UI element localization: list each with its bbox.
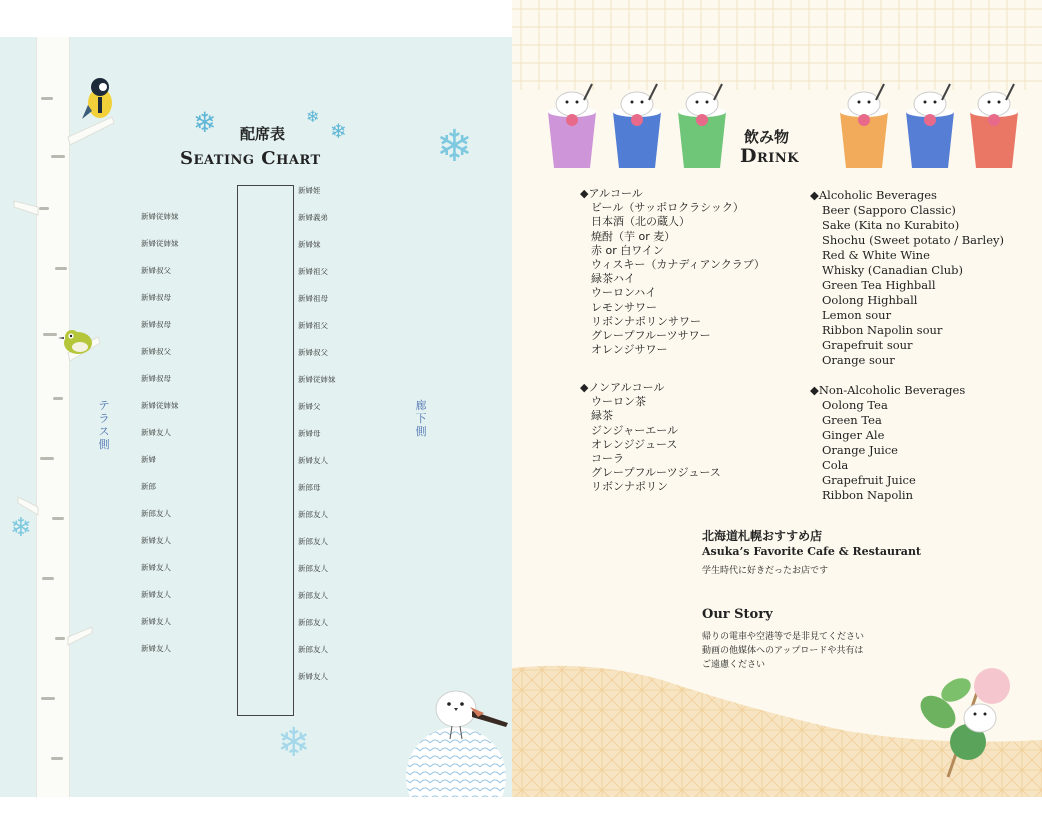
seat-label: 新郎友人: [298, 645, 328, 654]
drink-item: Ginger Ale: [822, 428, 885, 442]
seat-label: 新婦祖父: [298, 321, 328, 330]
story-line: ご遠慮ください: [702, 660, 766, 670]
seat-label: 新婦友人: [298, 672, 328, 681]
drink-item: グレープフルーツサワー: [591, 329, 711, 343]
top-pattern-decoration: [512, 0, 1042, 90]
seating-page: [0, 37, 512, 797]
seat-label: 新婦従姉妹: [298, 375, 336, 384]
snowflake-icon: ❄: [436, 121, 473, 172]
seat-label: 新婦叔母: [141, 374, 171, 383]
seat-label: 新郎友人: [298, 618, 328, 627]
drink-item: コーラ: [591, 452, 624, 466]
drink-item: Whisky (Canadian Club): [822, 263, 964, 277]
seat-label: 新婦義弟: [298, 213, 328, 222]
drink-cup-icon: [900, 82, 960, 172]
drink-cup-icon: [964, 82, 1024, 172]
drink-item: Lemon sour: [822, 308, 892, 322]
seat-label: 新郎友人: [298, 510, 328, 519]
seat-label: 新婦: [141, 455, 156, 464]
drink-item: Orange Juice: [822, 443, 898, 457]
drink-item: ウーロン茶: [591, 395, 646, 409]
seat-label: 新婦祖父: [298, 267, 328, 276]
drink-item: 日本酒（北の蔵人）: [591, 215, 690, 229]
drink-item: Cola: [822, 458, 849, 472]
drink-item: 緑茶ハイ: [591, 272, 635, 286]
drink-item: Grapefruit Juice: [822, 473, 916, 487]
drink-item: ウーロンハイ: [591, 286, 657, 300]
seat-label: 新婦叔母: [141, 320, 171, 329]
drink-cup-icon: [607, 82, 667, 172]
alcohol-en-heading: ◆Alcoholic Beverages: [810, 188, 937, 202]
drink-item: Beer (Sapporo Classic): [822, 203, 956, 217]
drink-item: オレンジサワー: [591, 343, 668, 357]
drink-cup-icon: [542, 82, 602, 172]
seat-label: 新婦叔父: [141, 347, 171, 356]
seat-label: 新婦祖母: [298, 294, 328, 303]
seat-label: 新婦友人: [141, 617, 171, 626]
drink-item: Ribbon Napolin: [822, 488, 914, 502]
drink-item: Oolong Tea: [822, 398, 888, 412]
story-title: Our Story: [702, 607, 773, 622]
drink-item: グレープフルーツジュース: [591, 466, 721, 480]
seating-title-en: Seating Chart: [180, 148, 321, 169]
drink-item: Shochu (Sweet potato / Barley): [822, 233, 1004, 247]
seat-label: 新婦友人: [141, 590, 171, 599]
great-tit-bird-illustration: [80, 75, 120, 125]
drink-title-en: Drink: [740, 145, 800, 167]
long-table: [237, 185, 294, 716]
long-tailed-tit-illustration: [400, 649, 512, 797]
nonalcohol-jp-list: [580, 381, 721, 495]
seat-label: 新婦友人: [141, 644, 171, 653]
seat-label: 新郎友人: [298, 564, 328, 573]
dango-bird-illustration: [908, 662, 1018, 782]
story-line: 帰りの電車や空港等で是非見てください: [702, 632, 865, 642]
seat-label: 新婦従姉妹: [141, 239, 179, 248]
drink-item: Ribbon Napolin sour: [822, 323, 943, 337]
recommend-title-jp: 北海道札幌おすすめ店: [702, 529, 823, 543]
nonalcohol-en-heading: ◆Non-Alcoholic Beverages: [810, 383, 966, 397]
seat-label: 新婦姪: [298, 186, 321, 195]
recommend-note: 学生時代に好きだったお店です: [702, 566, 829, 576]
seat-label: 新婦叔母: [141, 293, 171, 302]
seat-label: 新婦父: [298, 402, 321, 411]
seat-label: 新婦叔父: [141, 266, 171, 275]
drink-item: Green Tea Highball: [822, 278, 936, 292]
alcohol-jp-heading: ◆アルコール: [580, 187, 643, 200]
drink-item: Red & White Wine: [822, 248, 930, 262]
seat-label: 新婦友人: [141, 563, 171, 572]
recommend-title-en: Asuka’s Favorite Cafe & Restaurant: [702, 545, 922, 558]
seat-label: 新婦妹: [298, 240, 321, 249]
nonalcohol-jp-heading: ◆ノンアルコール: [580, 381, 665, 394]
drink-item: 赤 or 白ワイン: [591, 243, 664, 257]
branches-illustration: [0, 37, 140, 797]
snowflake-icon: ❄: [277, 720, 311, 766]
drink-item: ウィスキー（カナディアンクラブ）: [591, 258, 765, 272]
drink-item: リボンナポリンサワー: [591, 314, 701, 328]
drink-item: Green Tea: [822, 413, 882, 427]
seat-label: 新郎友人: [141, 509, 171, 518]
drink-cup-icon: [672, 82, 732, 172]
seat-label: 新婦友人: [298, 456, 328, 465]
seat-label: 新婦友人: [141, 536, 171, 545]
alcohol-jp-list: [580, 187, 765, 357]
white-eye-bird-illustration: [56, 323, 100, 363]
seat-label: 新郎友人: [298, 591, 328, 600]
snowflake-icon: ❄: [193, 106, 217, 139]
alcohol-en-list: [810, 188, 1004, 368]
snowflake-icon: ❄: [306, 107, 320, 126]
snowflake-icon: ❄: [330, 119, 347, 143]
drink-item: オレンジジュース: [591, 437, 678, 451]
seat-label: 新郎母: [298, 483, 321, 492]
drink-item: 緑茶: [591, 409, 613, 423]
drink-item: ビール（サッポロクラシック）: [591, 201, 744, 215]
story-line: 動画の他媒体へのアップロードや共有は: [702, 646, 864, 656]
drink-item: Orange sour: [822, 353, 895, 367]
corridor-side-label: 廊下側: [415, 399, 427, 438]
drink-title-jp: 飲み物: [744, 128, 790, 146]
drink-cup-icon: [834, 82, 894, 172]
seat-label: 新婦母: [298, 429, 321, 438]
nonalcohol-en-list: [810, 383, 965, 503]
seat-label: 新婦従姉妹: [141, 401, 179, 410]
drink-item: ジンジャーエール: [591, 423, 679, 437]
drink-item: Oolong Highball: [822, 293, 918, 307]
seat-label: 新郎友人: [298, 537, 328, 546]
seating-title-jp: 配席表: [240, 125, 286, 143]
seat-label: 新婦従姉妹: [141, 212, 179, 221]
drink-item: 焼酎（芋 or 麦）: [591, 229, 676, 243]
seat-label: 新婦友人: [141, 428, 171, 437]
drink-item: リボンナポリン: [591, 480, 668, 494]
drink-item: レモンサワー: [591, 300, 657, 314]
terrace-side-label: テラス側: [98, 399, 110, 451]
seat-label: 新婦叔父: [298, 348, 328, 357]
drink-item: Sake (Kita no Kurabito): [822, 218, 960, 232]
seat-label: 新郎: [141, 482, 156, 491]
drink-item: Grapefruit sour: [822, 338, 913, 352]
snowflake-icon: ❄: [10, 513, 32, 543]
